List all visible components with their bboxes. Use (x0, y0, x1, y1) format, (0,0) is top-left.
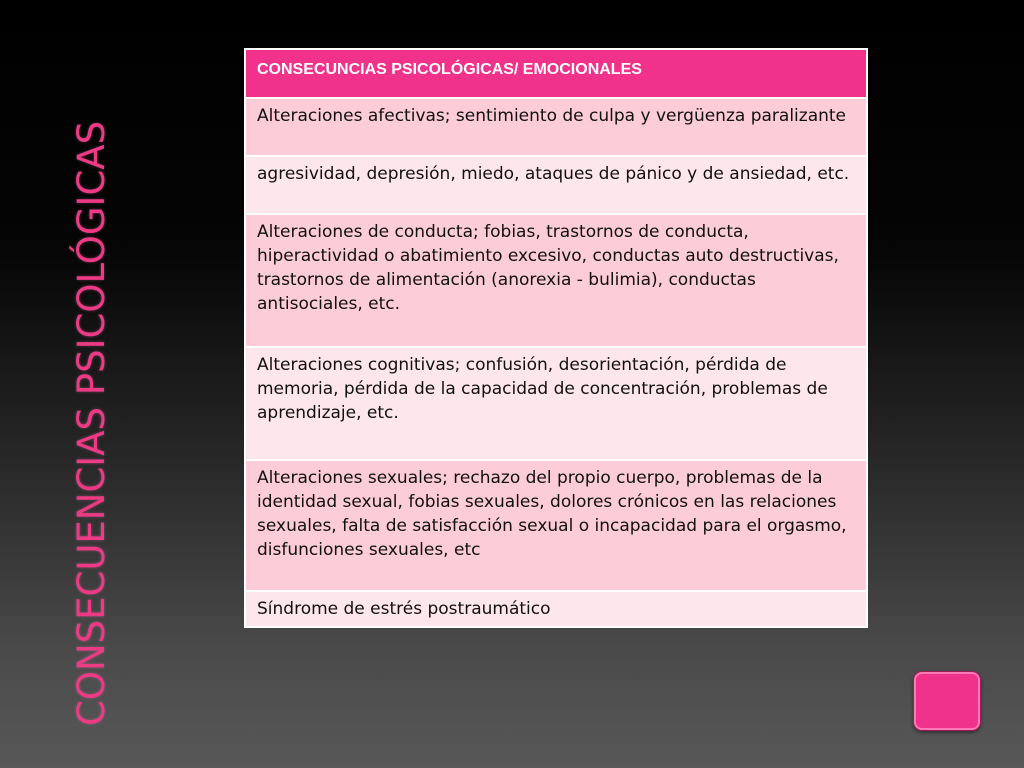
table-row: agresividad, depresión, miedo, ataques de pánico y de ansiedad, etc. (246, 157, 866, 213)
table-row: Alteraciones cognitivas; confusión, desorientación, pérdida de memoria, pérdida de la capacidad de concentración, problemas de aprendizaje, etc. (246, 348, 866, 459)
table-header: CONSECUNCIAS PSICOLÓGICAS/ EMOCIONALES (246, 50, 866, 97)
table-row: Alteraciones afectivas; sentimiento de culpa y vergüenza paralizante (246, 99, 866, 155)
table-row: Síndrome de estrés postraumático (246, 592, 866, 626)
consequences-table (244, 48, 868, 628)
table-row: Alteraciones de conducta; fobias, trastornos de conducta, hiperactividad o abatimiento excesivo, conductas auto destructivas, trastornos de alimentación (anorexia - bulimia), conductas antisociales, etc. (246, 215, 866, 346)
table-row: Alteraciones sexuales; rechazo del propio cuerpo, problemas de la identidad sexual, fobias sexuales, dolores crónicos en las relaciones sexuales, falta de satisfacción sexual o incapacidad para el orgasmo, disfunciones sexuales, etc (246, 461, 866, 590)
slide-title: CONSECUENCIAS PSICOLÓGICAS (70, 120, 113, 726)
square-action-button[interactable] (914, 672, 980, 730)
